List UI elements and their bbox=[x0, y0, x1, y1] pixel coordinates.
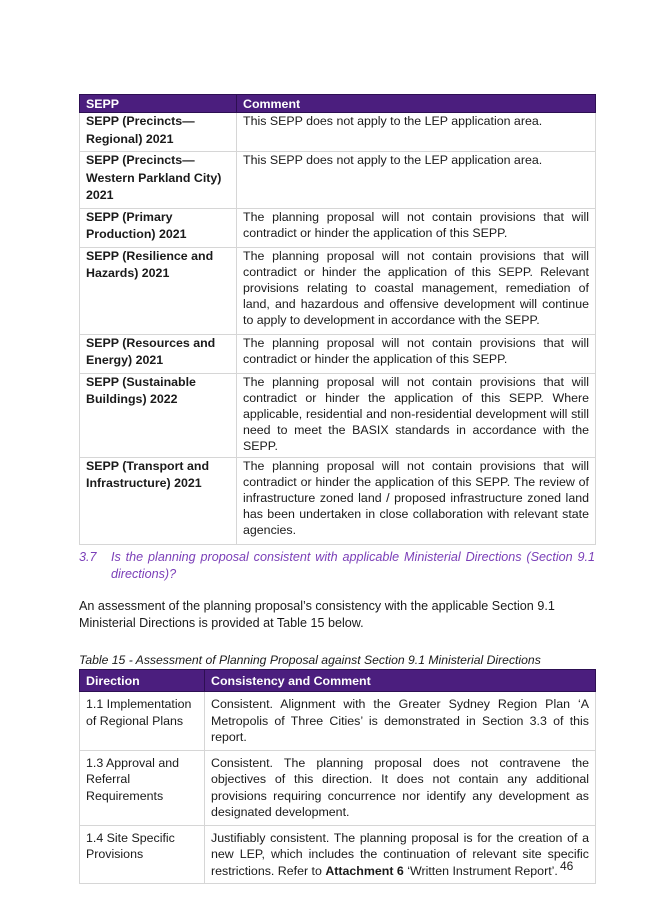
sepp-comment: This SEPP does not apply to the LEP application area. bbox=[237, 113, 596, 152]
attachment-reference: Attachment 6 bbox=[325, 863, 404, 878]
column-header-sepp: SEPP bbox=[80, 95, 237, 113]
table-row bbox=[80, 692, 596, 751]
direction-name: 1.4 Site Specific Provisions bbox=[80, 825, 205, 884]
sepp-name: SEPP (Precincts—Western Parkland City) 2021 bbox=[80, 152, 237, 209]
directions-table bbox=[79, 669, 596, 884]
table-row bbox=[80, 373, 596, 457]
table-row bbox=[80, 247, 596, 334]
direction-name: 1.3 Approval and Referral Requirements bbox=[80, 750, 205, 825]
sepp-name: SEPP (Precincts—Regional) 2021 bbox=[80, 113, 237, 152]
sepp-comment: The planning proposal will not contain provisions that will contradict or hinder the application of this SEPP. Where applicable, residential and non-residential development will still need to meet the BASIX standards in accordance with the SEPP. bbox=[237, 373, 596, 457]
sepp-name: SEPP (Resources and Energy) 2021 bbox=[80, 334, 237, 373]
sepp-name: SEPP (Primary Production) 2021 bbox=[80, 208, 237, 247]
direction-comment: Consistent. Alignment with the Greater Sydney Region Plan ‘A Metropolis of Three Cities’ is demonstrated in Section 3.3 of this report. bbox=[205, 692, 596, 751]
sepp-table bbox=[79, 94, 596, 545]
direction-comment: Consistent. The planning proposal does not contravene the objectives of this direction. It does not contain any additional provisions requiring concurrence nor identify any development as designated development. bbox=[205, 750, 596, 825]
section-title-line1: Is the planning proposal consistent with applicable Ministerial Directions (Section 9.1 bbox=[111, 550, 595, 564]
sepp-comment: This SEPP does not apply to the LEP application area. bbox=[237, 152, 596, 209]
column-header-consistency: Consistency and Comment bbox=[205, 670, 596, 692]
section-heading bbox=[79, 549, 595, 583]
column-header-comment: Comment bbox=[237, 95, 596, 113]
table-caption: Table 15 - Assessment of Planning Proposal against Section 9.1 Ministerial Directions bbox=[79, 653, 541, 667]
sepp-comment: The planning proposal will not contain provisions that will contradict or hinder the application of this SEPP. bbox=[237, 334, 596, 373]
sepp-name: SEPP (Resilience and Hazards) 2021 bbox=[80, 247, 237, 334]
direction-comment bbox=[205, 825, 596, 884]
direction-name: 1.1 Implementation of Regional Plans bbox=[80, 692, 205, 751]
sepp-comment: The planning proposal will not contain provisions that will contradict or hinder the application of this SEPP. The review of infrastructure zoned land / proposed infrastructure zoned land has been undertaken in close collaboration with relevant state agencies. bbox=[237, 457, 596, 544]
sepp-name: SEPP (Transport and Infrastructure) 2021 bbox=[80, 457, 237, 544]
body-paragraph: An assessment of the planning proposal’s consistency with the applicable Section 9.1 Ministerial Directions is provided at Table 15 below. bbox=[79, 599, 555, 630]
table-row bbox=[80, 334, 596, 373]
table-row bbox=[80, 208, 596, 247]
table-row bbox=[80, 750, 596, 825]
table-header-row bbox=[80, 670, 596, 692]
table-row bbox=[80, 457, 596, 544]
page-number: 46 bbox=[560, 859, 574, 873]
sepp-name: SEPP (Sustainable Buildings) 2022 bbox=[80, 373, 237, 457]
comment-text: Justifiably consistent. The planning proposal is for the creation of a new LEP, which includes the continuation of relevant site specific restrictions. Refer to bbox=[211, 830, 589, 878]
sepp-comment: The planning proposal will not contain provisions that will contradict or hinder the application of this SEPP. Relevant provisions relating to coastal management, remediation of land, and hazardous and offensive development will continue to apply to development in accordance with the SEPP. bbox=[237, 247, 596, 334]
section-number: 3.7 bbox=[79, 550, 97, 564]
table-row bbox=[80, 152, 596, 209]
column-header-direction: Direction bbox=[80, 670, 205, 692]
table-row bbox=[80, 825, 596, 884]
section-title-line2: directions)? bbox=[111, 567, 177, 581]
sepp-comment: The planning proposal will not contain provisions that will contradict or hinder the application of this SEPP. bbox=[237, 208, 596, 247]
table-header-row bbox=[80, 95, 596, 113]
comment-text-end: ‘Written Instrument Report’. bbox=[403, 863, 558, 878]
table-row bbox=[80, 113, 596, 152]
